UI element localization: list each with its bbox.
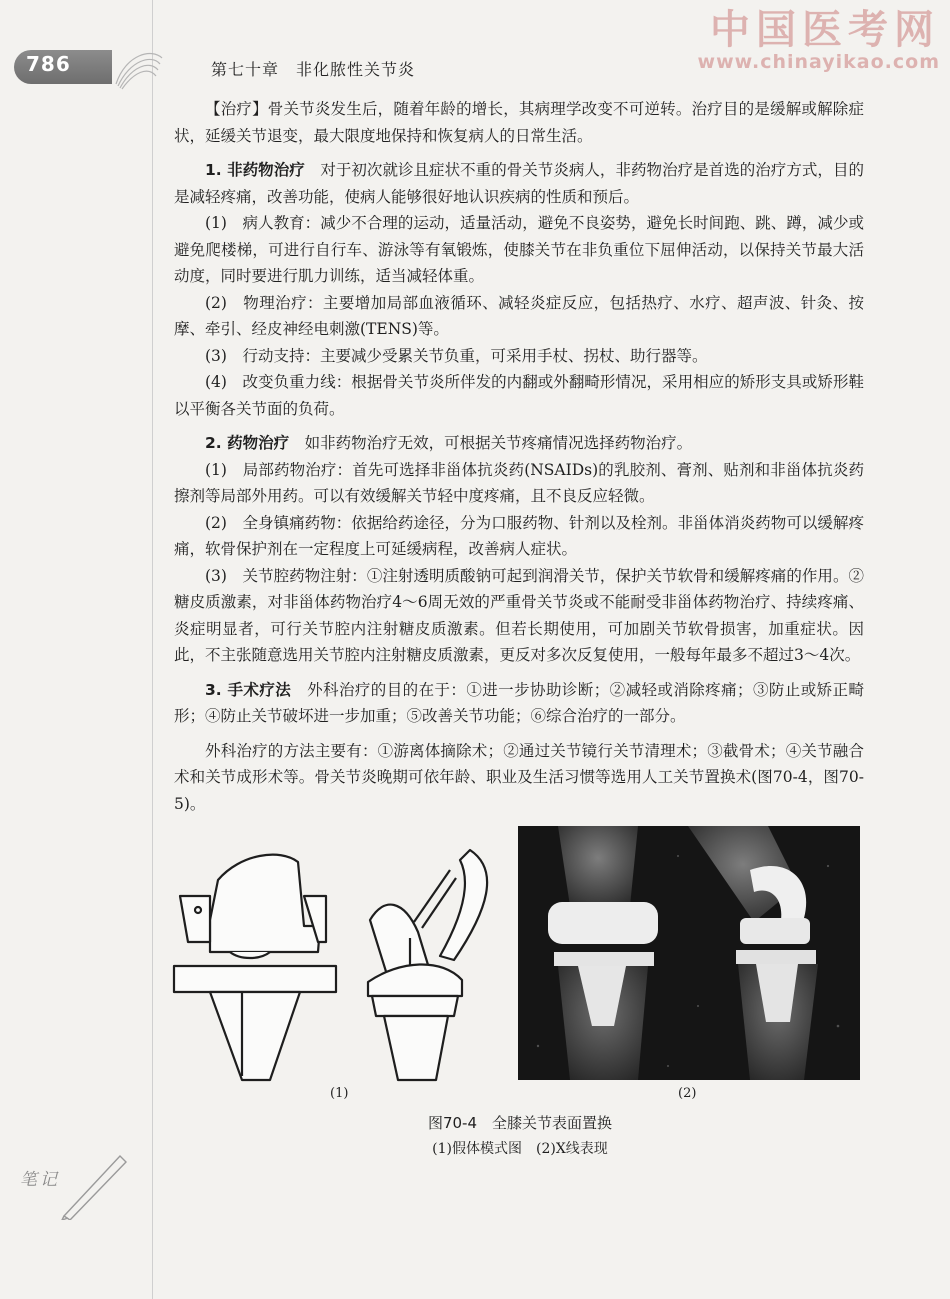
main-text bbox=[174, 96, 864, 817]
paragraph: 【治疗】骨关节炎发生后，随着年龄的增长，其病理学改变不可逆转。治疗目的是缓解或解除症状，延缓关节退变，最大限度地保持和恢复病人的日常生活。 bbox=[174, 100, 864, 145]
paragraph: (1) 病人教育：减少不合理的运动，适量活动，避免不良姿势，避免长时间跑、跳、蹲，减少或避免爬楼梯，可进行自行车、游泳等有氧锻炼，使膝关节在非负重位下屈伸活动，以保持关节最大活动度，同时要进行肌力训练，适当减轻体重。 bbox=[174, 214, 864, 285]
paragraph: (3) 行动支持：主要减少受累关节负重，可采用手杖、拐杖、助行器等。 bbox=[205, 346, 708, 365]
paragraph: 1. 非药物治疗 对于初次就诊且症状不重的骨关节炎病人，非药物治疗是首选的治疗方式，目的是减轻疼痛，改善功能，使病人能够很好地认识疾病的性质和预后。 bbox=[174, 161, 864, 206]
paragraph: (2) 全身镇痛药物：依据给药途径，分为口服药物、针剂以及栓剂。非甾体消炎药物可以缓解疼痛，软骨保护剂在一定程度上可延缓病程，改善病人症状。 bbox=[174, 513, 864, 558]
knee-prosthesis-diagram bbox=[170, 840, 510, 1098]
figure-label-1: (1) bbox=[330, 1086, 349, 1101]
paragraph: 3. 手术疗法 外科治疗的目的在于：①进一步协助诊断；②减轻或消除疼痛；③防止或矫正畸形；④防止关节破坏进一步加重；⑤改善关节功能；⑥综合治疗的一部分。 bbox=[174, 680, 864, 725]
section-heading: 3. 手术疗法 bbox=[205, 680, 292, 699]
notes-label: 笔记 bbox=[20, 1170, 60, 1190]
decorative-swirl-icon bbox=[112, 44, 164, 90]
figure-label-2: (2) bbox=[678, 1086, 697, 1101]
pencil-icon bbox=[60, 1150, 130, 1220]
figure-subcaption: (1)假体模式图 (2)X线表现 bbox=[432, 1141, 608, 1157]
paragraph: (1) 局部药物治疗：首先可选择非甾体抗炎药(NSAIDs)的乳胶剂、膏剂、贴剂和非甾体抗炎药擦剂等局部外用药。可以有效缓解关节轻中度疼痛，且不良反应轻微。 bbox=[174, 460, 864, 505]
knee-xray-image bbox=[518, 826, 860, 1080]
chapter-title: 第七十章 非化脓性关节炎 bbox=[211, 60, 416, 79]
paragraph: (4) 改变负重力线：根据骨关节炎所伴发的内翻或外翻畸形情况，采用相应的矫形支具或矫形鞋以平衡各关节面的负荷。 bbox=[174, 373, 864, 418]
paragraph: 2. 药物治疗 如非药物治疗无效，可根据关节疼痛情况选择药物治疗。 bbox=[205, 434, 693, 452]
figure-70-4 bbox=[170, 820, 870, 1110]
paragraph: (2) 物理治疗：主要增加局部血液循环、减轻炎症反应，包括热疗、水疗、超声波、针灸、按摩、牵引、经皮神经电刺激(TENS)等。 bbox=[174, 293, 864, 338]
margin-rule bbox=[152, 0, 153, 1299]
figure-caption: 图70-4 全膝关节表面置换 bbox=[427, 1114, 613, 1132]
paragraph: (3) 关节腔药物注射：①注射透明质酸钠可起到润滑关节，保护关节软骨和缓解疼痛的作用。②糖皮质激素，对非甾体药物治疗4～6周无效的严重骨关节炎或不能耐受非甾体药物治疗、持续疼痛、炎症明显者，可行关节腔内注射糖皮质激素。但若长期使用，可加剧关节软骨损害，加重症状。因此，不主张随意选用关节腔内注射糖皮质激素，更反对多次反复使用，一般每年最多不超过3～4次。 bbox=[174, 566, 864, 664]
watermark bbox=[698, 8, 940, 72]
page-number: 786 bbox=[26, 52, 71, 76]
watermark-url: www.chinayikao.com bbox=[697, 51, 940, 73]
section-heading: 1. 非药物治疗 bbox=[205, 161, 305, 179]
watermark-text: 中国医考网 bbox=[710, 7, 940, 53]
paragraph: 外科治疗的方法主要有：①游离体摘除术；②通过关节镜行关节清理术；③截骨术；④关节融合术和关节成形术等。骨关节炎晚期可依年龄、职业及生活习惯等选用人工关节置换术(图70-4，图70-5)。 bbox=[174, 741, 864, 813]
section-heading: 2. 药物治疗 bbox=[205, 434, 290, 452]
